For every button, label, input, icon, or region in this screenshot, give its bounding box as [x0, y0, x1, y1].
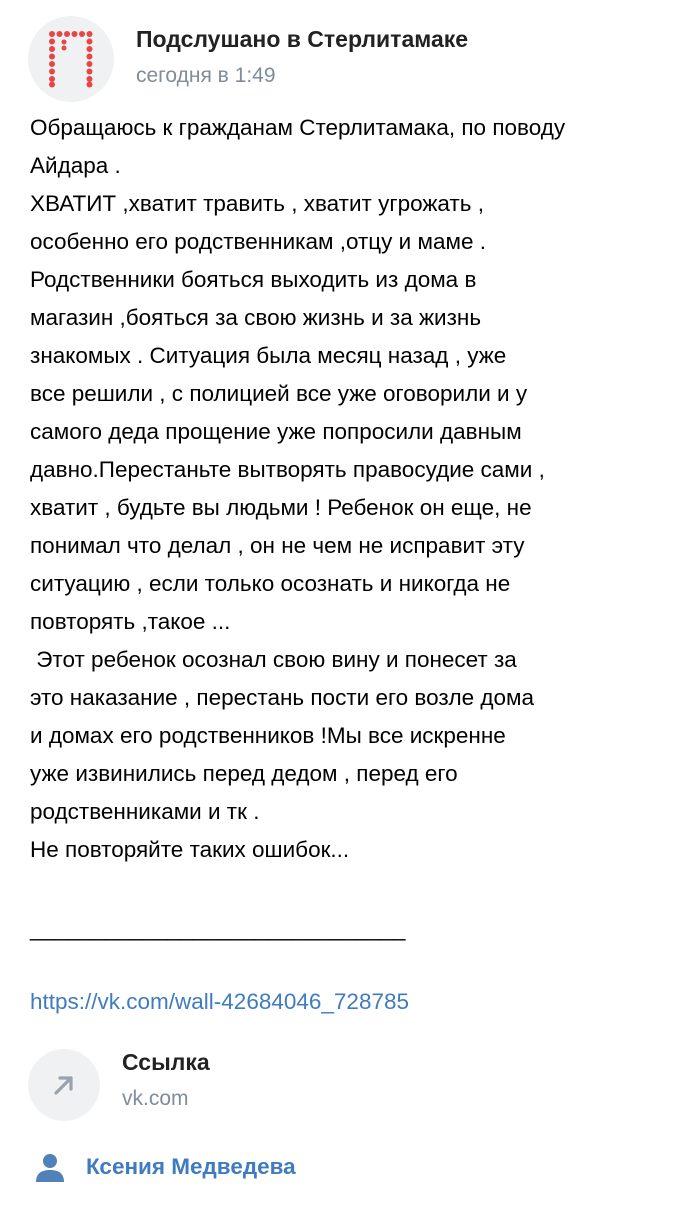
post-text	[30, 109, 680, 869]
post-link[interactable]: https://vk.com/wall-42684046_728785	[30, 989, 409, 1014]
group-avatar[interactable]	[28, 16, 114, 102]
link-card-title[interactable]: Ссылка	[122, 1049, 210, 1075]
post-text-line: Обращаюсь к гражданам Стерлитамака, по поводу	[30, 115, 566, 140]
link-card[interactable]	[28, 1045, 648, 1121]
link-card-icon-wrap	[28, 1049, 100, 1121]
post-header	[28, 12, 668, 92]
post-text-line: хватит , будьте вы людьми ! Ребенок он еще, не	[30, 495, 532, 520]
post-text-line: давно.Перестаньте вытворять правосудие сами ,	[30, 457, 545, 482]
author-name[interactable]: Ксения Медведева	[86, 1154, 296, 1179]
post-text-line: Не повторяйте таких ошибок...	[30, 837, 350, 862]
post-text-line: особенно его родственникам ,отцу и маме .	[30, 229, 486, 254]
link-card-domain: vk.com	[122, 1087, 189, 1110]
group-logo-icon	[48, 30, 94, 88]
post-text-line: родственниками и тк .	[30, 799, 260, 824]
arrow-up-right-icon	[50, 1071, 78, 1099]
post-text-line: Этот ребенок осознал свою вину и понесет за	[30, 647, 517, 672]
post-text-line: знакомых . Ситуация была месяц назад , уже	[30, 343, 507, 368]
post-text-line: Родственники бояться выходить из дома в	[30, 267, 477, 292]
post-text-line: и домах его родственников !Мы все искренне	[30, 723, 506, 748]
post-text-line: магазин ,бояться за свою жизнь и за жизнь	[30, 305, 482, 330]
text-separator: ______________________________	[30, 916, 406, 941]
post-text-line: ХВАТИТ ,хватит травить , хватит угрожать ,	[30, 191, 484, 216]
group-name[interactable]: Подслушано в Стерлитамаке	[136, 26, 469, 52]
user-icon	[34, 1152, 66, 1184]
post-text-line: уже извинились перед дедом , перед его	[30, 761, 458, 786]
post-text-line: самого деда прощение уже попросили давным	[30, 419, 522, 444]
post-text-line: повторять ,такое ...	[30, 609, 231, 634]
post-time[interactable]: сегодня в 1:49	[136, 64, 276, 87]
post-text-line: ситуацию , если только осознать и никогда не	[30, 571, 511, 596]
post-text-line: Айдара .	[30, 153, 121, 178]
post-text-line: понимал что делал , он не чем не исправит эту	[30, 533, 525, 558]
post-text-line: это наказание , перестань пости его возле дома	[30, 685, 534, 710]
post-author[interactable]	[34, 1150, 434, 1186]
post-text-line: все решили , с полицией все уже оговорили и у	[30, 381, 528, 406]
